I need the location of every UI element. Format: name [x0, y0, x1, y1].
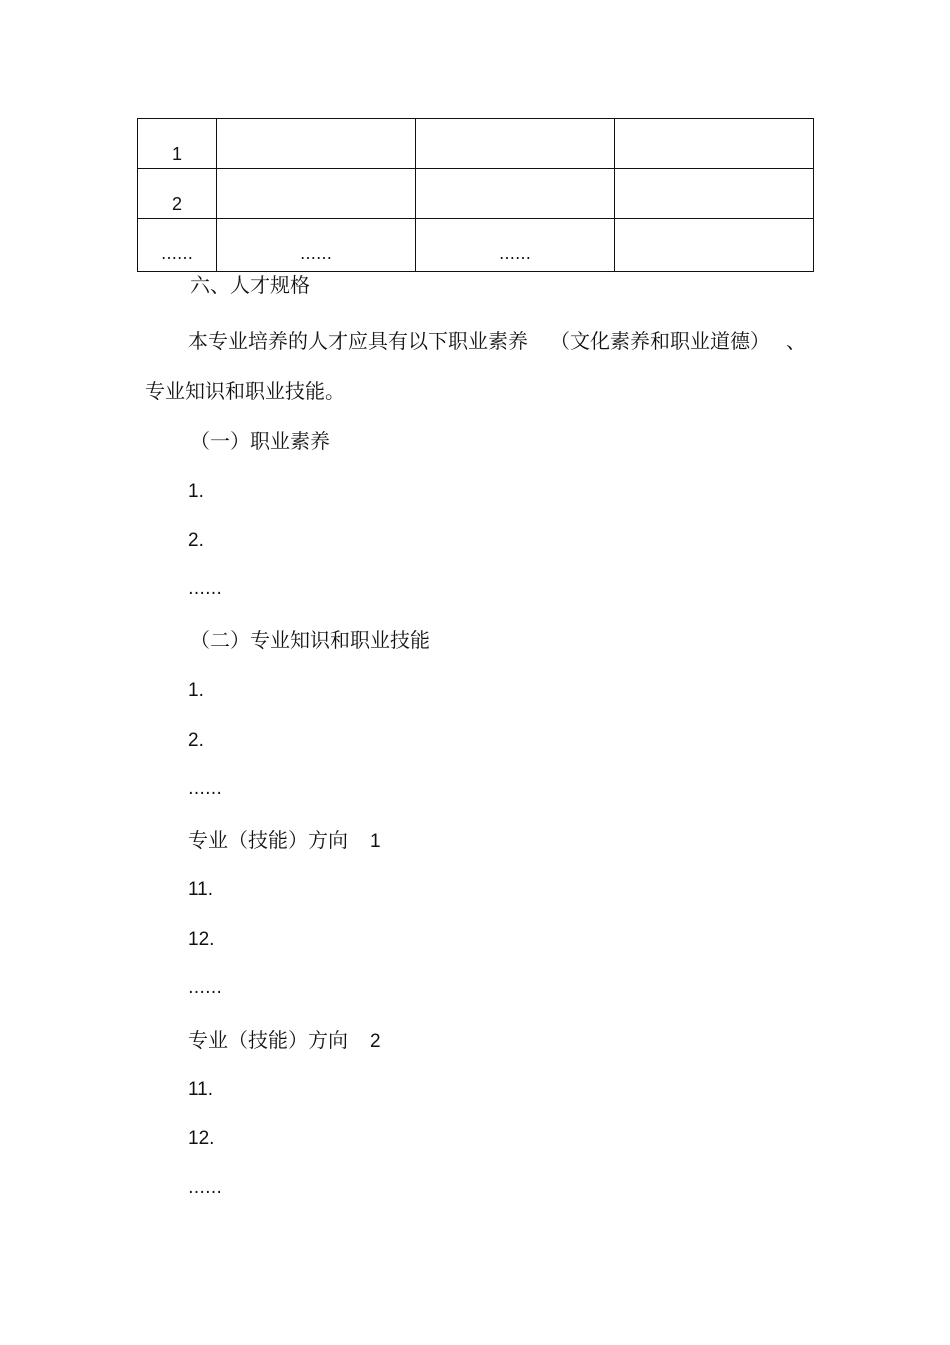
list-item: 12. [188, 1128, 215, 1149]
intro-line-1 [188, 328, 806, 354]
direction-label: 专业（技能）方向 [188, 828, 348, 852]
list-item: …… [188, 978, 222, 998]
direction-label: 专业（技能）方向 [188, 1028, 348, 1052]
direction-number: 2 [370, 1031, 381, 1052]
list-item: …… [188, 779, 222, 799]
list-item: 12. [188, 929, 215, 950]
table-row [138, 119, 814, 169]
subsection-title: （一）职业素养 [190, 429, 330, 453]
subsection-title: （二）专业知识和职业技能 [190, 628, 430, 652]
intro-text-a: 本专业培养的人才应具有以下职业素养 [188, 329, 528, 353]
list-item: 1. [188, 481, 204, 502]
table-cell: 1 [138, 119, 217, 169]
intro-line-2: 专业知识和职业技能。 [145, 379, 345, 403]
list-item: 2. [188, 530, 204, 551]
table-cell [615, 119, 814, 169]
table-cell: …… [138, 219, 217, 272]
table-cell [416, 169, 615, 219]
direction-title [188, 827, 381, 855]
table-cell [217, 169, 416, 219]
direction-title [188, 1027, 381, 1055]
table-cell: …… [416, 219, 615, 272]
list-item: 1. [188, 680, 204, 701]
table-cell: …… [217, 219, 416, 272]
table-cell [615, 219, 814, 272]
intro-text-b: （文化素养和职业道德） [550, 329, 770, 353]
data-table [137, 118, 814, 272]
direction-number: 1 [370, 831, 381, 852]
intro-text-c: 、 [786, 329, 806, 353]
table-cell [615, 169, 814, 219]
table-cell [217, 119, 416, 169]
table-cell [416, 119, 615, 169]
section-title: 六、人才规格 [190, 273, 310, 297]
table-row [138, 169, 814, 219]
list-item: 11. [188, 1079, 214, 1100]
list-item: 11. [188, 879, 214, 900]
table-row [138, 219, 814, 272]
table-cell: 2 [138, 169, 217, 219]
list-item: …… [188, 579, 222, 599]
list-item: 2. [188, 730, 204, 751]
list-item: …… [188, 1178, 222, 1198]
